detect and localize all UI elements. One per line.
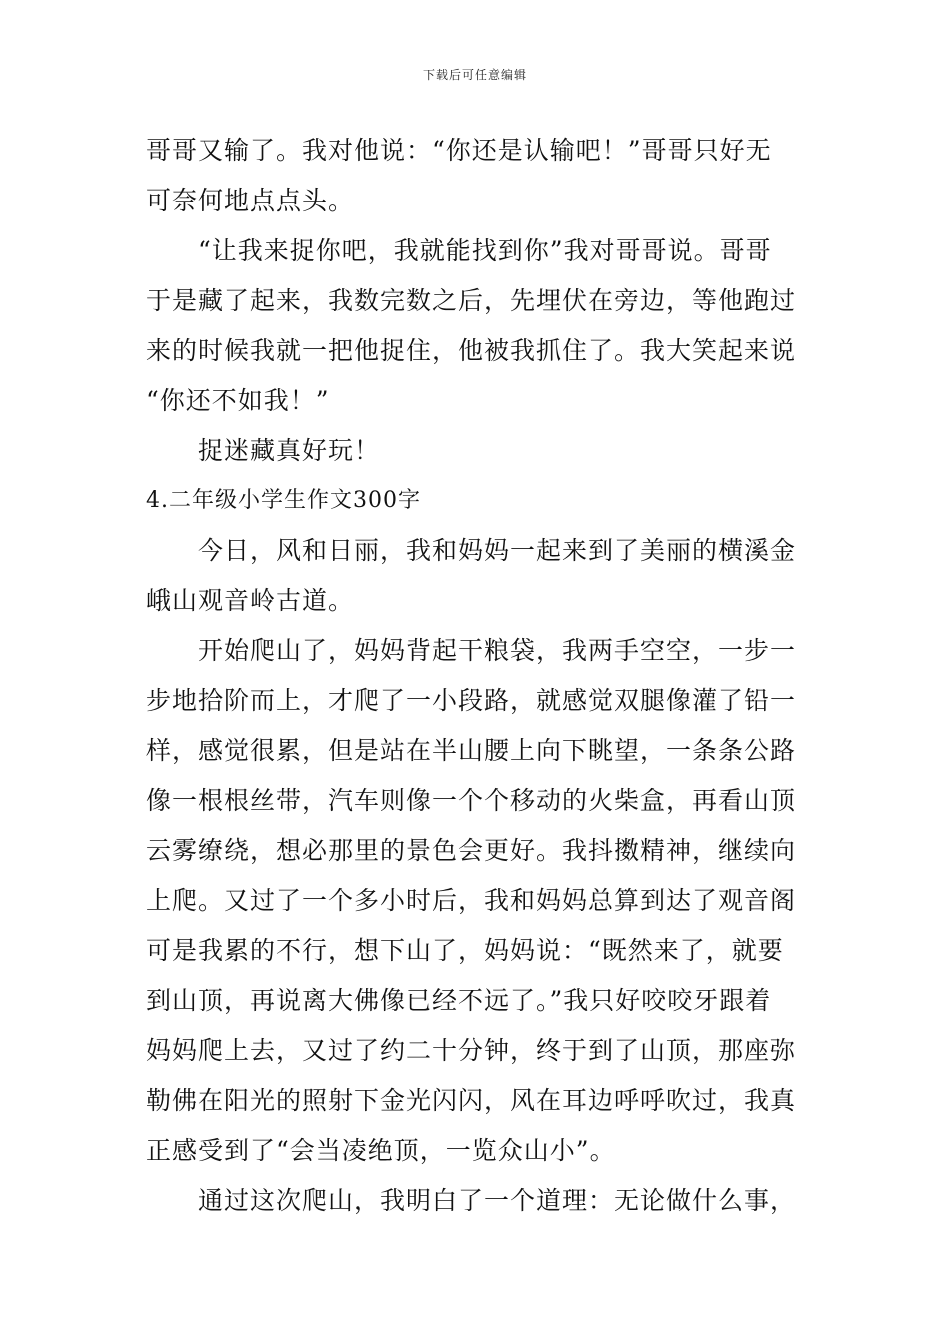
text-line: 通过这次爬山，我明白了一个道理：无论做什么事，	[198, 1186, 797, 1215]
text-line: 哥哥又输了。我对他说：“你还是认输吧！”哥哥只好无	[146, 136, 772, 165]
page-header: 下载后可任意编辑	[422, 68, 527, 82]
text-line: 正感受到了“会当凌绝顶，一览众山小”。	[146, 1136, 616, 1165]
text-line: 可奈何地点点头。	[146, 186, 355, 215]
text-line: 步地拾阶而上，才爬了一小段路，就感觉双腿像灌了铅一	[146, 686, 797, 715]
text-line: “你还不如我！”	[146, 386, 330, 415]
section-heading: 4.二年级小学生作文300字	[146, 488, 421, 513]
text-line: 像一根根丝带，汽车则像一个个移动的火柴盒，再看山顶	[146, 786, 797, 815]
text-line: 来的时候我就一把他捉住，他被我抓住了。我大笑起来说	[146, 336, 797, 365]
text-line: 于是藏了起来，我数完数之后，先埋伏在旁边，等他跑过	[146, 286, 797, 315]
text-line: 可是我累的不行，想下山了，妈妈说：“既然来了，就要	[146, 936, 784, 965]
text-line: “让我来捉你吧，我就能找到你”我对哥哥说。哥哥	[198, 236, 772, 265]
text-line: 开始爬山了，妈妈背起干粮袋，我两手空空，一步一	[198, 636, 797, 665]
text-line: 妈妈爬上去，又过了约二十分钟，终于到了山顶，那座弥	[146, 1036, 797, 1065]
text-line: 到山顶，再说离大佛像已经不远了。”我只好咬咬牙跟着	[146, 986, 772, 1015]
text-line: 捉迷藏真好玩！	[198, 436, 381, 465]
text-line: 云雾缭绕，想必那里的景色会更好。我抖擞精神，继续向	[146, 836, 797, 865]
text-line: 样，感觉很累，但是站在半山腰上向下眺望，一条条公路	[146, 736, 797, 765]
document-body	[146, 126, 810, 1226]
text-line: 勒佛在阳光的照射下金光闪闪，风在耳边呼呼吹过，我真	[146, 1086, 797, 1115]
text-line: 今日，风和日丽，我和妈妈一起来到了美丽的横溪金	[198, 536, 797, 565]
text-line: 上爬。又过了一个多小时后，我和妈妈总算到达了观音阁	[146, 886, 797, 915]
text-line: 峨山观音岭古道。	[146, 586, 355, 615]
